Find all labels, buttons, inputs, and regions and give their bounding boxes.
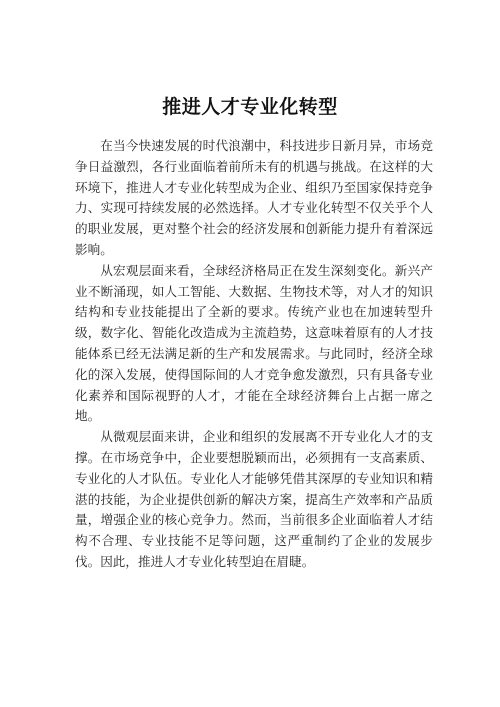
document-body bbox=[75, 136, 433, 573]
paragraph-1: 在当今快速发展的时代浪潮中，科技进步日新月异，市场竞争日益激烈，各行业面临着前所未有的机遇与挑战。在这样的大环境下，推进人才专业化转型成为企业、组织乃至国家保持竞争力、实现可持续发展的必然选择。人才专业化转型不仅关乎个人的职业发展，更对整个社会的经济发展和创新能力提升有着深远影响。 bbox=[75, 138, 433, 257]
paragraph-2: 从宏观层面来看，全球经济格局正在发生深刻变化。新兴产业不断涌现，如人工智能、大数据、生物技术等，对人才的知识结构和专业技能提出了全新的要求。传统产业也在加速转型升级，数字化、智能化改造成为主流趋势，这意味着原有的人才技能体系已经无法满足新的生产和发展需求。与此同时，经济全球化的深入发展，使得国际间的人才竞争愈发激烈，只有具备专业化素养和国际视野的人才，才能在全球经济舞台上占据一席之地。 bbox=[75, 262, 433, 424]
paragraph-3: 从微观层面来讲，企业和组织的发展离不开专业化人才的支撑。在市场竞争中，企业要想脱颖而出，必须拥有一支高素质、专业化的人才队伍。专业化人才能够凭借其深厚的专业知识和精湛的技能，为企业提供创新的解决方案，提高生产效率和产品质量，增强企业的核心竞争力。然而，当前很多企业面临着人才结构不合理、专业技能不足等问题，这严重制约了企业的发展步伐。因此，推进人才专业化转型迫在眉睫。 bbox=[75, 429, 433, 569]
document-title: 推进人才专业化转型 bbox=[162, 96, 338, 118]
